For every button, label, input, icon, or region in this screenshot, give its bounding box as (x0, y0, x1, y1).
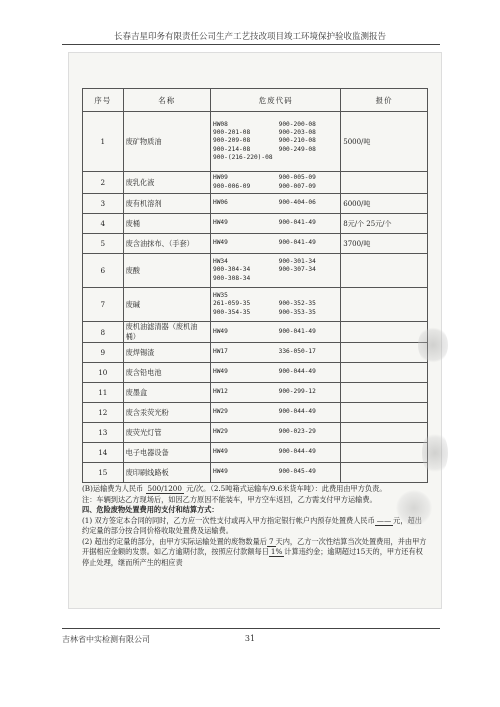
waste-code: HW29 (212, 408, 228, 416)
price-quote (341, 423, 428, 443)
price-quote (341, 383, 428, 403)
waste-code: 900-(216-220)-08 (212, 153, 273, 161)
clause-2-rate: 1% (270, 547, 283, 556)
row-number: 4 (83, 214, 124, 234)
footer-organization: 吉林省中实检测有限公司 (62, 635, 150, 644)
header-divider (62, 44, 440, 45)
waste-code: HW34 (212, 258, 228, 266)
price-quote (341, 172, 428, 194)
waste-name: 废含汞荧光粉 (123, 403, 210, 423)
table-row (83, 383, 428, 403)
transport-note: 注：车辆到达乙方现场后，如因乙方原因不能装车，甲方空车返回，乙方需支付甲方运输费。 (82, 494, 377, 504)
row-number: 14 (83, 443, 124, 463)
waste-code-cell (210, 254, 340, 288)
waste-code: 900-200-08 (278, 120, 316, 128)
clause-2 (82, 537, 428, 569)
price-quote (341, 463, 428, 483)
table-row (83, 234, 428, 254)
clause-1-end: 元，超出约定量的部分按合同价格收取处置费及运输费。 (82, 515, 422, 535)
table-row (83, 403, 428, 423)
waste-code: 900-006-09 (212, 182, 251, 190)
waste-code: 900-041-49 (278, 219, 316, 227)
waste-code: 900-044-49 (278, 368, 316, 376)
waste-code (279, 275, 339, 283)
waste-code: 261-059-35 (212, 300, 251, 308)
waste-code-cell (210, 363, 340, 383)
waste-code-list (213, 292, 338, 317)
waste-code-list (213, 348, 338, 356)
price-quote (341, 322, 428, 343)
waste-code: 900-249-08 (278, 145, 316, 153)
row-number: 7 (83, 288, 124, 322)
waste-code: 900-353-35 (278, 308, 316, 316)
price-quote (341, 403, 428, 423)
waste-code-list (213, 121, 338, 162)
table-row (83, 194, 428, 214)
clause-1-text: (1) 双方签定本合同的同时，乙方应一次性支付或再入甲方指定银行帐户内预存处置费人民币 (82, 515, 375, 525)
waste-code: HW09 (212, 174, 228, 182)
transport-fee-prefix: (B)运输费为人民币 (82, 484, 144, 493)
table-row (83, 322, 428, 343)
waste-code-list (213, 388, 338, 396)
waste-code-list (213, 368, 338, 376)
waste-code-cell (210, 172, 340, 194)
waste-code: 900-214-08 (212, 145, 251, 153)
waste-code-cell (210, 194, 340, 214)
waste-code-cell (210, 463, 340, 483)
table-row (83, 112, 428, 172)
payment-terms (82, 484, 428, 568)
price-quote: 8元/个 25元/个 (341, 214, 428, 234)
seal-stamp (418, 325, 448, 365)
waste-code-list (213, 174, 338, 190)
row-number: 6 (83, 254, 124, 288)
waste-code: HW49 (212, 368, 228, 376)
price-quote (341, 288, 428, 322)
row-number: 11 (83, 383, 124, 403)
col-header-name: 名称 (123, 89, 210, 112)
waste-code-cell (210, 322, 340, 343)
price-quote: 6000/吨 (341, 194, 428, 214)
waste-code: 900-044-49 (278, 448, 316, 456)
price-quote (341, 254, 428, 288)
waste-name: 废碱 (123, 288, 210, 322)
waste-code: 900-301-34 (278, 258, 316, 266)
waste-name: 废含油抹布、（手套） (123, 234, 210, 254)
waste-name: 废机油滤清器（废机油桶） (123, 322, 210, 343)
seal-stamp (396, 490, 432, 526)
waste-code-cell (210, 423, 340, 443)
waste-code-cell (210, 112, 340, 172)
col-header-price: 报价 (341, 89, 428, 112)
table-row (83, 443, 428, 463)
waste-code: HW49 (212, 468, 228, 476)
waste-code: HW49 (212, 327, 228, 335)
waste-name: 废矿物质油 (123, 112, 210, 172)
table-header-row (83, 89, 428, 112)
row-number: 15 (83, 463, 124, 483)
waste-code: 900-308-34 (212, 274, 251, 282)
waste-code-list (213, 199, 338, 207)
clause-2-days: 7 (268, 536, 274, 546)
waste-code: HW29 (212, 428, 228, 436)
footer-divider (62, 628, 440, 629)
row-number: 9 (83, 343, 124, 363)
waste-code: HW08 (212, 120, 228, 128)
row-number: 3 (83, 194, 124, 214)
waste-code-cell (210, 403, 340, 423)
table-row (83, 214, 428, 234)
waste-code: 900-005-09 (278, 174, 316, 182)
price-quote (341, 443, 428, 463)
waste-code-list (213, 328, 338, 336)
price-quote (341, 363, 428, 383)
waste-code: 900-007-09 (278, 182, 316, 190)
waste-code: HW17 (212, 348, 228, 356)
waste-code: HW12 (212, 388, 228, 396)
row-number: 8 (83, 322, 124, 343)
waste-name: 废荧光灯管 (123, 423, 210, 443)
hazardous-waste-table (82, 88, 428, 483)
waste-code: HW35 (212, 292, 228, 300)
waste-code: 900-404-06 (278, 199, 316, 207)
waste-code: 900-044-49 (278, 408, 316, 416)
waste-code-list (213, 408, 338, 416)
row-number: 10 (83, 363, 124, 383)
table-row (83, 288, 428, 322)
waste-code: 900-299-12 (278, 388, 316, 396)
waste-name: 废酸 (123, 254, 210, 288)
waste-code: 900-210-08 (278, 137, 316, 145)
waste-code-cell (210, 443, 340, 463)
waste-code: 900-209-08 (212, 137, 251, 145)
waste-code-list (213, 448, 338, 456)
row-number: 12 (83, 403, 124, 423)
waste-code-list (213, 219, 338, 227)
transport-fee-line (82, 484, 428, 495)
waste-name: 废墨盒 (123, 383, 210, 403)
clause-2-end: 计算违约金；逾期超过15天的，甲方还有权停止处理，继而所产生的相应责 (82, 547, 423, 567)
table-row (83, 254, 428, 288)
waste-code-cell (210, 343, 340, 363)
waste-code: HW49 (212, 219, 228, 227)
price-quote: 3700/吨 (341, 234, 428, 254)
waste-code: 900-041-49 (278, 239, 316, 247)
transport-fee-amount: 500/1200 (147, 484, 182, 493)
waste-name: 电子电器设备 (123, 443, 210, 463)
waste-code: HW49 (212, 239, 228, 247)
waste-code: HW06 (212, 199, 228, 207)
report-header-title: 长春吉星印务有限责任公司生产工艺技改项目竣工环境保护验收监测报告 (113, 32, 386, 42)
table-row (83, 363, 428, 383)
row-number: 2 (83, 172, 124, 194)
section-four-heading: 四、危险废物处置费用的支付和结算方式： (82, 505, 219, 514)
row-number: 13 (83, 423, 124, 443)
waste-name: 废焊锡渣 (123, 343, 210, 363)
waste-code: 900-023-29 (278, 428, 316, 436)
waste-code: 900-354-35 (212, 308, 251, 316)
col-header-no: 序号 (83, 89, 124, 112)
waste-name: 废含铅电池 (123, 363, 210, 383)
row-number: 1 (83, 112, 124, 172)
clause-1 (82, 516, 428, 537)
waste-code (279, 292, 339, 300)
price-quote (341, 343, 428, 363)
waste-code-list (213, 468, 338, 476)
clause-2-text: (2) 超出约定量的部分，由甲方实际运输处置的废物数量后 (82, 536, 267, 546)
waste-name: 废有机溶剂 (123, 194, 210, 214)
waste-code: 900-041-49 (278, 327, 316, 335)
waste-name: 废印刷线路板 (123, 463, 210, 483)
waste-code: 900-203-08 (278, 129, 316, 137)
waste-code-cell (210, 214, 340, 234)
seal-stamp (422, 430, 448, 476)
price-quote: 5000/吨 (341, 112, 428, 172)
waste-code-cell (210, 383, 340, 403)
table-row (83, 463, 428, 483)
table-row (83, 423, 428, 443)
waste-code-list (213, 239, 338, 247)
table-row (83, 343, 428, 363)
waste-code: 900-201-08 (212, 129, 251, 137)
waste-code-list (213, 258, 338, 283)
col-header-code: 危废代码 (210, 89, 340, 112)
waste-code: 900-307-34 (278, 266, 316, 274)
waste-code: 900-304-34 (212, 266, 251, 274)
page-number: 31 (244, 634, 256, 643)
clause-1-blank: —— (376, 515, 392, 525)
waste-code: 900-045-49 (278, 468, 316, 476)
waste-code: 900-352-35 (278, 300, 316, 308)
waste-code: HW49 (212, 448, 228, 456)
row-number: 5 (83, 234, 124, 254)
waste-code-list (213, 428, 338, 436)
transport-fee-suffix: 元/次。（2.5吨箱式运输车/9.6米货车吨）：此费用由甲方负责。 (186, 484, 387, 493)
table-row (83, 172, 428, 194)
waste-code-cell (210, 288, 340, 322)
waste-name: 废乳化液 (123, 172, 210, 194)
waste-code-cell (210, 234, 340, 254)
waste-code: 336-050-17 (278, 348, 316, 356)
clause-2-mid: 天内，乙方一次性结算当次处置费用，并由甲方开据相应金额的发票。如乙方逾期付款，按照应付款额每日 (82, 536, 427, 556)
waste-name: 废桶 (123, 214, 210, 234)
